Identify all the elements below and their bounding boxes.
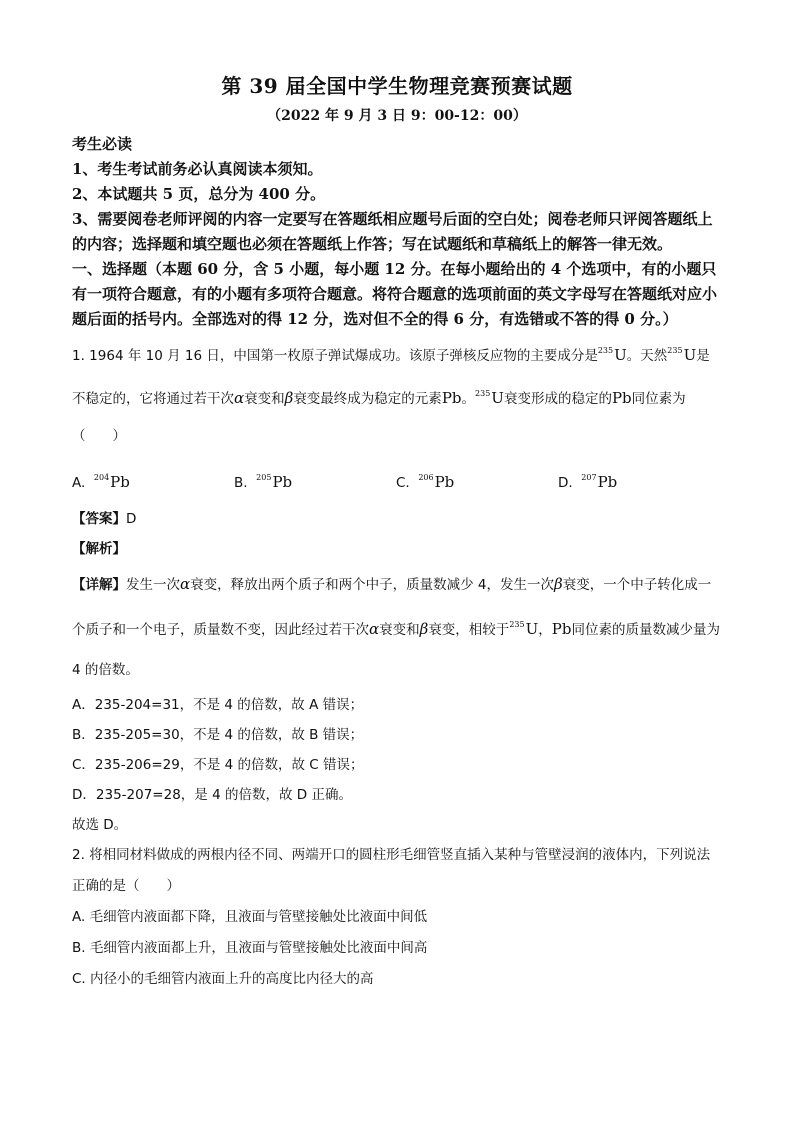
nuclide-u235 [598,346,627,364]
detail-text: 衰变和 [379,622,420,638]
notice-heading: 考生必读 [72,135,133,153]
element-symbol: U [683,346,697,364]
option-nuclide [94,473,130,491]
stem-text: 。 [461,391,476,407]
analysis-line [72,534,722,564]
option-nuclide [581,473,617,491]
mass-number: 235 [475,389,491,398]
conclusion: 故选 D。 [72,817,128,833]
option-label: A. [72,475,86,491]
nuclide-u235 [509,620,538,638]
option-a: A. 毛细管内液面都下降，且液面与管壁接触处比液面中间低 [72,909,428,925]
answer-options [72,461,722,500]
option-analysis: C．235-206=29，不是 4 的倍数，故 C 错误； [72,757,364,773]
answer-line [72,504,722,534]
detail-text: 衰变，相较于 [428,622,510,638]
answer-value: D [126,511,137,527]
beta-symbol: β [419,620,429,638]
element-symbol: Pb [441,389,462,407]
option-c: C. 内径小的毛细管内液面上升的高度比内径大的高 [72,971,374,987]
mass-number: 235 [509,620,525,629]
detail-text: 发生一次 [126,577,180,593]
element-symbol: Pb [434,473,455,491]
option-label: B. [234,475,248,491]
stem-text: 衰变最终成为稳定的元素 [293,391,442,407]
question-1 [72,332,722,840]
detail-tag: 【详解】 [72,577,126,593]
stem-text: 衰变形成的稳定的 [503,391,612,407]
element-symbol: Pb [272,473,293,491]
element-symbol: Pb [551,620,572,638]
mass-number: 206 [418,473,434,482]
element-symbol: Pb [597,473,618,491]
stem-text: 衰变和 [244,391,285,407]
option-label: D. [558,475,573,491]
notice-item: 2、本试题共 5 页，总分为 400 分。 [72,185,326,203]
option-b [234,461,396,500]
option-nuclide [418,473,454,491]
stem-text: 1. 1964 年 10 月 16 日，中国第一枚原子弹试爆成功。该原子弹核反应物的主要成分是 [72,348,598,364]
beta-symbol: β [284,389,294,407]
mass-number: 235 [597,346,614,355]
detail-text: ， [538,622,552,638]
section-heading: 一、选择题（本题 60 分，含 5 小题，每小题 12 分。在每小题给出的 4 个选项中，有的小题只有一项符合题意，有的小题有多项符合题意。将符合题意的选项前面的英文字母写在答题纸对应小题后面的括号内。全部选对的得 12 分，选对但不全的得 6 分，有选错或不答的得 0 分。） [72,260,718,328]
alpha-symbol: α [180,575,191,593]
option-a [72,461,234,500]
element-symbol: Pb [110,473,130,491]
mass-number: 235 [667,346,683,355]
exam-page [72,72,722,995]
question-stem: 2. 将相同材料做成的两根内径不同、两端开口的圆柱形毛细管竖直插入某种与管壁浸润的液体内，下列说法正确的是（ ） [72,847,711,894]
detail-text: 衰变，释放出两个质子和两个中子，质量数减少 4，发生一次 [190,577,555,593]
answer-tag: 【答案】 [72,511,126,527]
page-title: 第 39 届全国中学生物理竞赛预赛试题 [221,74,573,98]
analysis-tag: 【解析】 [72,541,126,557]
option-d [558,461,720,500]
alpha-symbol: α [369,620,380,638]
detail-paragraph [72,564,722,690]
option-analysis: B．235-205=30，不是 4 的倍数，故 B 错误； [72,727,364,743]
detail-text: 衰变，一个中子转化成一个质子和一个电子，质量数不变，因此经过若干次 [72,577,712,638]
question-stem [72,332,722,455]
option-label: C. [396,475,410,491]
alpha-symbol: α [234,389,245,407]
stem-text: 是不稳定的，它将通过若干次 [72,348,710,407]
option-b: B. 毛细管内液面都上升，且液面与管壁接触处比液面中间高 [72,940,428,956]
stem-text: 。天然 [626,348,668,364]
mass-number: 205 [256,473,272,482]
element-symbol: Pb [611,389,632,407]
nuclide-u235 [667,346,696,364]
option-analysis: A．235-204=31，不是 4 的倍数，故 A 错误； [72,697,364,713]
beta-symbol: β [554,575,563,593]
mass-number: 207 [581,473,597,482]
option-analysis: D．235-207=28，是 4 的倍数，故 D 正确。 [72,787,352,803]
element-symbol: U [491,389,504,407]
mass-number: 204 [93,473,110,482]
notice-block [72,132,722,257]
detail-text: 同位素的质量数减少量为 4 的倍数。 [72,622,720,678]
element-symbol: U [614,346,627,364]
exam-date: （2022 年 9 月 3 日 9：00-12：00） [267,108,527,124]
notice-item: 1、考生考试前务必认真阅读本须知。 [72,160,323,178]
question-2 [72,840,722,995]
option-nuclide [256,473,292,491]
element-symbol: U [525,620,539,638]
notice-item: 3、需要阅卷老师评阅的内容一定要写在答题纸相应题号后面的空白处；阅卷老师只评阅答题纸上的内容；选择题和填空题也必须在答题纸上作答；写在试题纸和草稿纸上的解答一律无效。 [72,210,713,253]
nuclide-u235 [475,389,504,407]
stem-text: 同位素为（ ） [72,391,686,444]
option-c [396,461,558,500]
